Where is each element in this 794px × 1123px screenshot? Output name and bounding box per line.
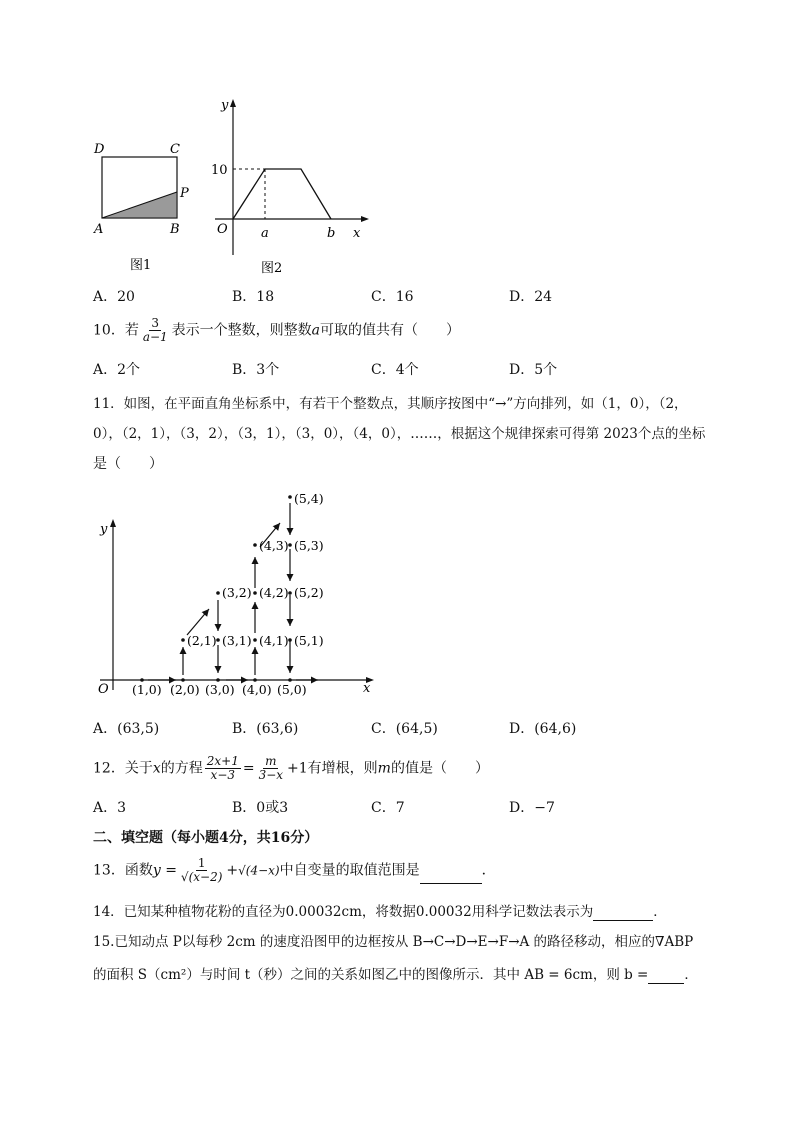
point-label: (1,0) <box>132 682 162 697</box>
axis-y-label: y <box>221 98 229 113</box>
point-label: (3,2) <box>222 585 252 600</box>
q14-answer-blank <box>593 906 653 921</box>
figure-2-caption: 图2 <box>261 261 283 276</box>
shaded-triangle <box>102 192 177 218</box>
tick-10: 10 <box>211 163 228 178</box>
point-label: (4,0) <box>242 682 272 697</box>
label-B: B <box>170 222 180 237</box>
q9-option-c: C．16 <box>371 289 414 305</box>
tick-b: b <box>327 226 336 241</box>
point-label: (5,2) <box>294 585 324 600</box>
question-12: 12．关于x的方程 $\frac{2x+1}{x-3}$ = $\frac{m}{3-x}$ +1有增根，则m的值是（ ） <box>93 754 489 782</box>
label-P: P <box>180 186 189 201</box>
q12-option-b: B．0或3 <box>232 800 289 816</box>
q11-option-a: A．(63,5) <box>93 721 160 737</box>
label-D: D <box>94 142 105 157</box>
point-label: (5,0) <box>277 682 307 697</box>
point-label: (5,3) <box>294 538 324 553</box>
figure-1-caption: 图1 <box>130 258 152 273</box>
q11-graph <box>90 485 390 700</box>
q10-option-b: B．3个 <box>232 362 280 378</box>
q12-option-c: C．7 <box>371 800 405 816</box>
question-14: 14．已知某种植物花粉的直径为0.00032cm，将数据0.00032用科学记数法表示为 ． <box>93 904 667 920</box>
q10-option-a: A．2个 <box>93 362 141 378</box>
q13-answer-blank <box>420 883 482 884</box>
origin-label: O <box>217 222 228 237</box>
q11-axis-x-label: x <box>363 681 371 696</box>
label-C: C <box>170 142 180 157</box>
point-label: (2,1) <box>187 633 217 648</box>
point-label: (5,1) <box>294 633 324 648</box>
q9-option-a: A．20 <box>93 289 135 305</box>
axis-x-label: x <box>353 226 361 241</box>
tick-a: a <box>261 226 269 241</box>
q10-option-d: D．5个 <box>509 362 558 378</box>
q11-origin-label: O <box>98 682 109 697</box>
q11-option-c: C．(64,5) <box>371 721 438 737</box>
q11-line-2: 0），（2，1），（3，2），（3，1），（3，0），（4，0），……，根据这个规律探索可得第 2023个点的坐标 <box>93 426 706 442</box>
point-label: (3,1) <box>222 633 252 648</box>
figure-2 <box>205 95 375 285</box>
point-label: (3,0) <box>205 682 235 697</box>
q12-option-a: A．3 <box>93 800 127 816</box>
point-label: (4,2) <box>259 585 289 600</box>
point-label: (2,0) <box>170 682 200 697</box>
q11-points <box>132 491 324 697</box>
q12-option-d: D．−7 <box>509 800 555 816</box>
q10-option-c: C．4个 <box>371 362 419 378</box>
q9-option-d: D．24 <box>509 289 553 305</box>
q15-line-1: 15.已知动点 P以每秒 2cm 的速度沿图甲的边框按从 B→C→D→E→F→A 的路径移动，相应的∇ABP <box>93 934 694 950</box>
q10-fraction: $\frac{3}{a-1}$ <box>142 316 168 344</box>
q11-line-3: 是（ ） <box>93 456 163 472</box>
q11-option-d: D．(64,6) <box>509 721 577 737</box>
q15-answer-blank <box>648 969 684 984</box>
point-label: (5,4) <box>294 491 324 506</box>
q11-axis-y-label: y <box>100 522 108 537</box>
point-label: (4,1) <box>259 633 289 648</box>
q11-option-b: B．(63,6) <box>232 721 299 737</box>
q9-option-b: B．18 <box>232 289 275 305</box>
q11-line-1: 11．如图，在平面直角坐标系中，有若干个整数点，其顺序按图中“→”方向排列，如（1，0），（2， <box>93 396 688 412</box>
point-label: (4,3) <box>259 538 289 553</box>
question-13: 13．函数y = $\frac{1}{√(x-2)}$ +√(4−x)中自变量的取值范围是 ． <box>93 856 496 884</box>
figure-1 <box>90 140 200 280</box>
question-15-line-2: 的面积 S（cm²）与时间 t（秒）之间的关系如图乙中的图像所示．其中 AB = 6cm，则 b = ． <box>93 967 698 983</box>
label-A: A <box>94 222 104 237</box>
section-2-heading: 二、填空题（每小题4分，共16分） <box>93 830 319 846</box>
question-10: 10．若 $\frac{3}{a-1}$ 表示一个整数，则整数a可取的值共有（ ） <box>93 316 461 344</box>
